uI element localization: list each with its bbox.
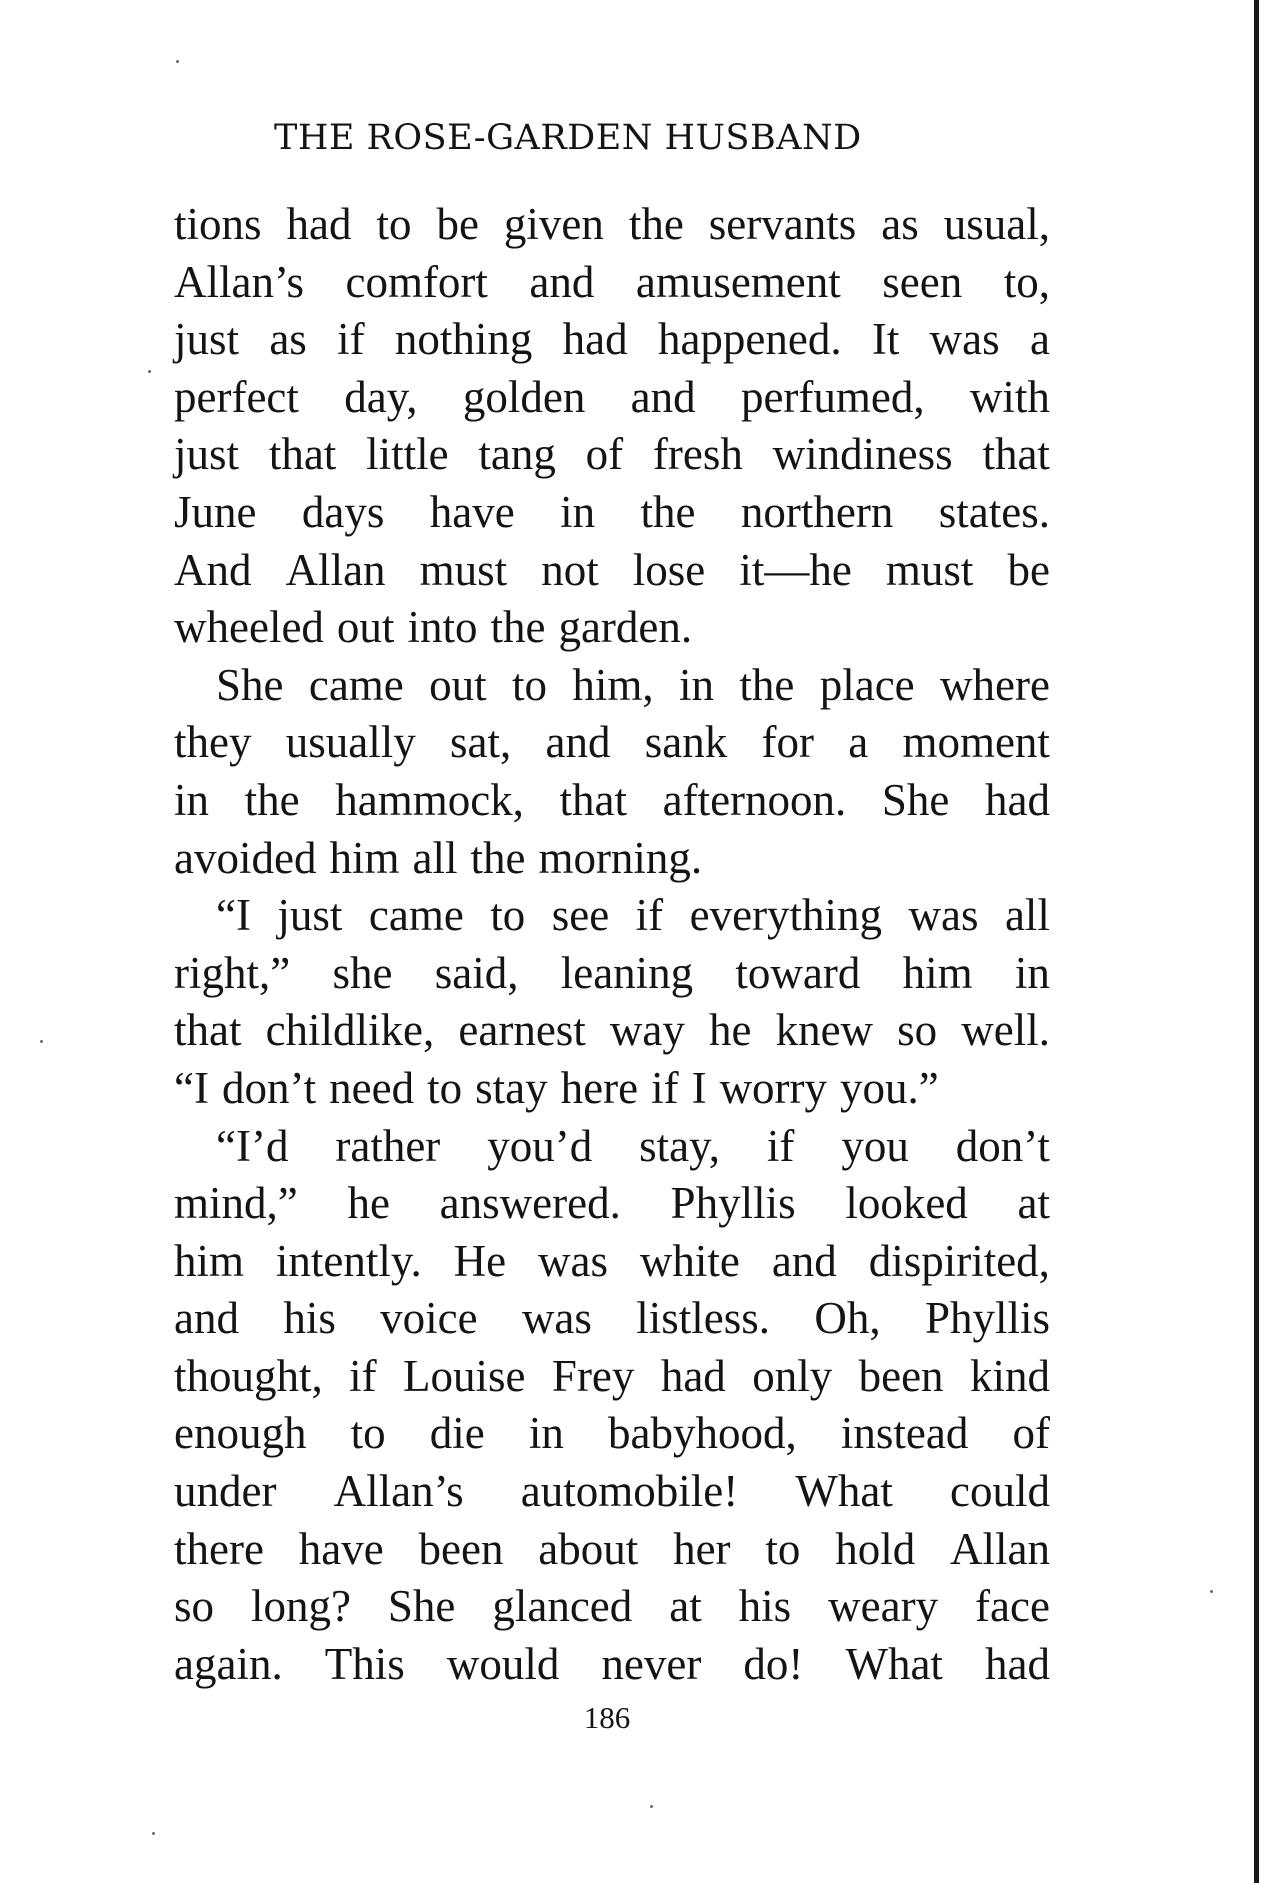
word: fresh <box>652 429 743 480</box>
word: him <box>329 832 400 883</box>
word: just <box>277 890 343 941</box>
word: Allan’s <box>333 1466 464 1517</box>
word: “I’d <box>216 1120 289 1171</box>
word: her <box>673 1523 731 1574</box>
text-line <box>174 1175 1050 1233</box>
text-line <box>174 369 1050 427</box>
scan-speck <box>152 1832 155 1835</box>
word: if <box>349 1350 377 1401</box>
body-text <box>174 196 1050 1693</box>
word: to <box>350 1408 386 1459</box>
word: had <box>562 314 628 365</box>
word: if <box>766 1120 795 1171</box>
word: seen <box>882 256 963 307</box>
word: automobile! <box>520 1466 739 1517</box>
text-line <box>174 945 1050 1003</box>
word: stay <box>475 1062 548 1113</box>
word: you.” <box>840 1062 939 1113</box>
text-line <box>174 1521 1050 1579</box>
word: long? <box>250 1581 351 1632</box>
word: states. <box>938 486 1050 537</box>
word: nothing <box>394 314 533 365</box>
word: I <box>691 1062 707 1113</box>
word: stay, <box>639 1120 720 1171</box>
word: to <box>512 659 548 710</box>
word: And <box>174 544 252 595</box>
text-line <box>174 1233 1050 1291</box>
word: sat, <box>449 717 512 768</box>
page-number: 186 <box>583 1700 631 1735</box>
text-line <box>174 1405 1050 1463</box>
word: him <box>902 947 973 998</box>
text-line <box>174 1002 1050 1060</box>
word: the <box>470 832 526 883</box>
word: just <box>174 429 240 480</box>
word: was <box>538 1235 609 1286</box>
word: to <box>427 1062 463 1113</box>
word: perfect <box>174 371 299 422</box>
word: that <box>559 774 628 825</box>
word: his <box>283 1293 336 1344</box>
word: Phyllis <box>670 1178 796 1229</box>
word: “I <box>216 890 251 941</box>
word: June <box>174 486 257 537</box>
word: a <box>848 717 869 768</box>
word: not <box>541 544 599 595</box>
word: the <box>640 486 696 537</box>
running-title: THE ROSE-GARDEN HUSBAND <box>274 118 862 158</box>
word: leaning <box>560 947 694 998</box>
word: had <box>985 774 1050 825</box>
word: tang <box>478 429 556 480</box>
word: She <box>881 774 950 825</box>
word: day, <box>344 371 418 422</box>
word: came <box>368 890 464 941</box>
word: usually <box>285 717 416 768</box>
word: so <box>897 1005 938 1056</box>
word: about <box>538 1523 639 1574</box>
word: instead <box>840 1408 969 1459</box>
word: to <box>376 199 412 249</box>
word: to, <box>1003 256 1050 307</box>
word: be <box>436 199 479 249</box>
word: knew <box>775 1005 874 1056</box>
text-line <box>174 1290 1050 1348</box>
word: golden <box>462 371 586 422</box>
text-line <box>174 657 1050 715</box>
word: that <box>982 429 1050 480</box>
word: of <box>585 429 624 480</box>
text-line <box>174 1060 1050 1118</box>
word: lose <box>632 544 706 595</box>
word: northern <box>740 486 894 537</box>
word: everything <box>689 890 883 941</box>
scan-speck <box>40 1040 43 1043</box>
word: given <box>503 199 604 249</box>
word: Phyllis <box>924 1293 1050 1344</box>
text-line <box>174 1636 1050 1694</box>
word: toward <box>735 947 861 998</box>
text-line <box>174 830 1050 888</box>
word: of <box>1012 1408 1050 1459</box>
word: have <box>298 1523 384 1574</box>
word: dispirited, <box>868 1235 1050 1286</box>
word: a <box>1029 314 1050 365</box>
scan-speck <box>1210 1590 1213 1593</box>
word: days <box>301 486 385 537</box>
scan-speck <box>176 60 179 63</box>
word: his <box>738 1581 792 1632</box>
word: place <box>819 659 915 710</box>
word: morning. <box>538 832 703 883</box>
word: Oh, <box>814 1293 881 1344</box>
word: What <box>795 1466 893 1517</box>
word: and <box>771 1235 837 1286</box>
word: for <box>761 717 814 768</box>
word: must <box>419 544 508 595</box>
word: at <box>669 1581 702 1632</box>
word: the <box>244 774 300 825</box>
scan-speck <box>148 370 151 373</box>
word: if <box>337 314 365 365</box>
word: the <box>490 602 546 653</box>
word: babyhood, <box>608 1408 797 1459</box>
word: way <box>609 1005 685 1056</box>
text-line <box>174 599 1050 657</box>
word: Louise <box>403 1350 526 1401</box>
word: mind,” <box>174 1178 298 1229</box>
word: just <box>174 314 240 365</box>
word: said, <box>434 947 519 998</box>
text-line <box>174 1578 1050 1636</box>
word: Allan <box>285 544 386 595</box>
word: had <box>984 1638 1050 1689</box>
word: don’t <box>955 1120 1050 1171</box>
word: the <box>739 659 795 710</box>
word: had <box>660 1350 726 1401</box>
word: was <box>521 1293 592 1344</box>
text-line <box>174 714 1050 772</box>
word: servants <box>708 199 857 249</box>
word: where <box>940 659 1050 710</box>
text-line <box>174 1348 1050 1406</box>
word: must <box>885 544 974 595</box>
word: “I <box>174 1062 209 1113</box>
text-line <box>174 542 1050 600</box>
word: have <box>429 486 515 537</box>
word: voice <box>380 1293 478 1344</box>
word: afternoon. <box>662 774 847 825</box>
word: never <box>601 1638 702 1689</box>
word: and <box>545 717 611 768</box>
word: only <box>752 1350 833 1401</box>
word: sank <box>644 717 728 768</box>
word: was <box>929 314 1000 365</box>
word: This <box>324 1638 405 1689</box>
word: under <box>174 1466 277 1517</box>
word: here <box>560 1062 639 1113</box>
word: that <box>268 429 337 480</box>
word: there <box>174 1523 264 1574</box>
word: all <box>1004 890 1050 941</box>
word: he <box>347 1178 390 1229</box>
word: out <box>429 659 487 710</box>
word: little <box>366 429 449 480</box>
word: been <box>418 1523 504 1574</box>
word: kind <box>969 1350 1050 1401</box>
word: He <box>453 1235 507 1286</box>
word: at <box>1017 1178 1050 1229</box>
word: she <box>332 947 393 998</box>
word: looked <box>845 1178 968 1229</box>
word: in <box>679 659 715 710</box>
word: intently. <box>275 1235 422 1286</box>
word: hold <box>835 1523 916 1574</box>
text-line <box>174 426 1050 484</box>
word: see <box>551 890 610 941</box>
word: and <box>529 256 595 307</box>
text-line <box>174 1118 1050 1176</box>
word: weary <box>828 1581 939 1632</box>
word: amusement <box>635 256 841 307</box>
word: could <box>950 1466 1050 1517</box>
word: hammock, <box>335 774 524 825</box>
word: it—he <box>739 544 852 595</box>
word: as <box>269 314 307 365</box>
text-line <box>174 196 1050 254</box>
word: into <box>407 602 478 653</box>
word: wheeled <box>174 602 324 653</box>
text-line <box>174 772 1050 830</box>
word: It <box>871 314 900 365</box>
word: again. <box>174 1638 283 1689</box>
word: Allan’s <box>174 256 304 307</box>
word: usual, <box>943 199 1050 249</box>
word: Allan <box>950 1523 1050 1574</box>
word: and <box>174 1293 239 1344</box>
word: you <box>841 1120 909 1171</box>
word: need <box>329 1062 415 1113</box>
word: and <box>630 371 696 422</box>
word: right,” <box>174 947 291 998</box>
word: What <box>845 1638 943 1689</box>
word: came <box>308 659 404 710</box>
word: with <box>969 371 1050 422</box>
word: so <box>174 1581 215 1632</box>
word: comfort <box>345 256 488 307</box>
word: was <box>908 890 979 941</box>
word: if <box>635 890 664 941</box>
word: childlike, <box>265 1005 435 1056</box>
text-line <box>174 484 1050 542</box>
word: worry <box>719 1062 828 1113</box>
word: be <box>1007 544 1050 595</box>
word: if <box>651 1062 679 1113</box>
word: in <box>528 1408 564 1459</box>
word: in <box>560 486 596 537</box>
word: Frey <box>551 1350 635 1401</box>
word: all <box>412 832 458 883</box>
word: as <box>881 199 919 249</box>
word: he <box>708 1005 752 1056</box>
word: earnest <box>458 1005 586 1056</box>
word: die <box>429 1408 485 1459</box>
word: garden. <box>558 602 693 653</box>
word: him, <box>572 659 654 710</box>
word: that <box>174 1005 242 1056</box>
word: do! <box>743 1638 804 1689</box>
word: moment <box>902 717 1050 768</box>
word: face <box>975 1581 1050 1632</box>
word: been <box>858 1350 944 1401</box>
text-line <box>174 254 1050 312</box>
word: thought, <box>174 1350 323 1401</box>
text-line <box>174 887 1050 945</box>
word: tions <box>174 199 262 249</box>
word: glanced <box>492 1581 633 1632</box>
word: him <box>174 1235 245 1286</box>
scan-speck <box>650 1805 653 1808</box>
word: out <box>336 602 395 653</box>
word: had <box>286 199 352 249</box>
word: avoided <box>174 832 317 883</box>
word: white <box>639 1235 740 1286</box>
word: in <box>1014 947 1050 998</box>
word: rather <box>335 1120 441 1171</box>
word: to <box>765 1523 801 1574</box>
word: enough <box>174 1408 307 1459</box>
word: She <box>387 1581 456 1632</box>
word: to <box>490 890 526 941</box>
word: don’t <box>221 1062 317 1113</box>
word: She <box>216 659 284 710</box>
text-line <box>174 311 1050 369</box>
word: windiness <box>772 429 953 480</box>
text-line <box>174 1463 1050 1521</box>
word: would <box>446 1638 560 1689</box>
word: they <box>174 717 252 768</box>
word: well. <box>961 1005 1050 1056</box>
word: in <box>174 774 210 825</box>
spine-rule <box>1254 0 1259 1883</box>
word: you’d <box>487 1120 593 1171</box>
word: listless. <box>636 1293 771 1344</box>
word: happened. <box>657 314 842 365</box>
word: the <box>628 199 684 249</box>
word: perfumed, <box>740 371 925 422</box>
word: answered. <box>439 1178 621 1229</box>
